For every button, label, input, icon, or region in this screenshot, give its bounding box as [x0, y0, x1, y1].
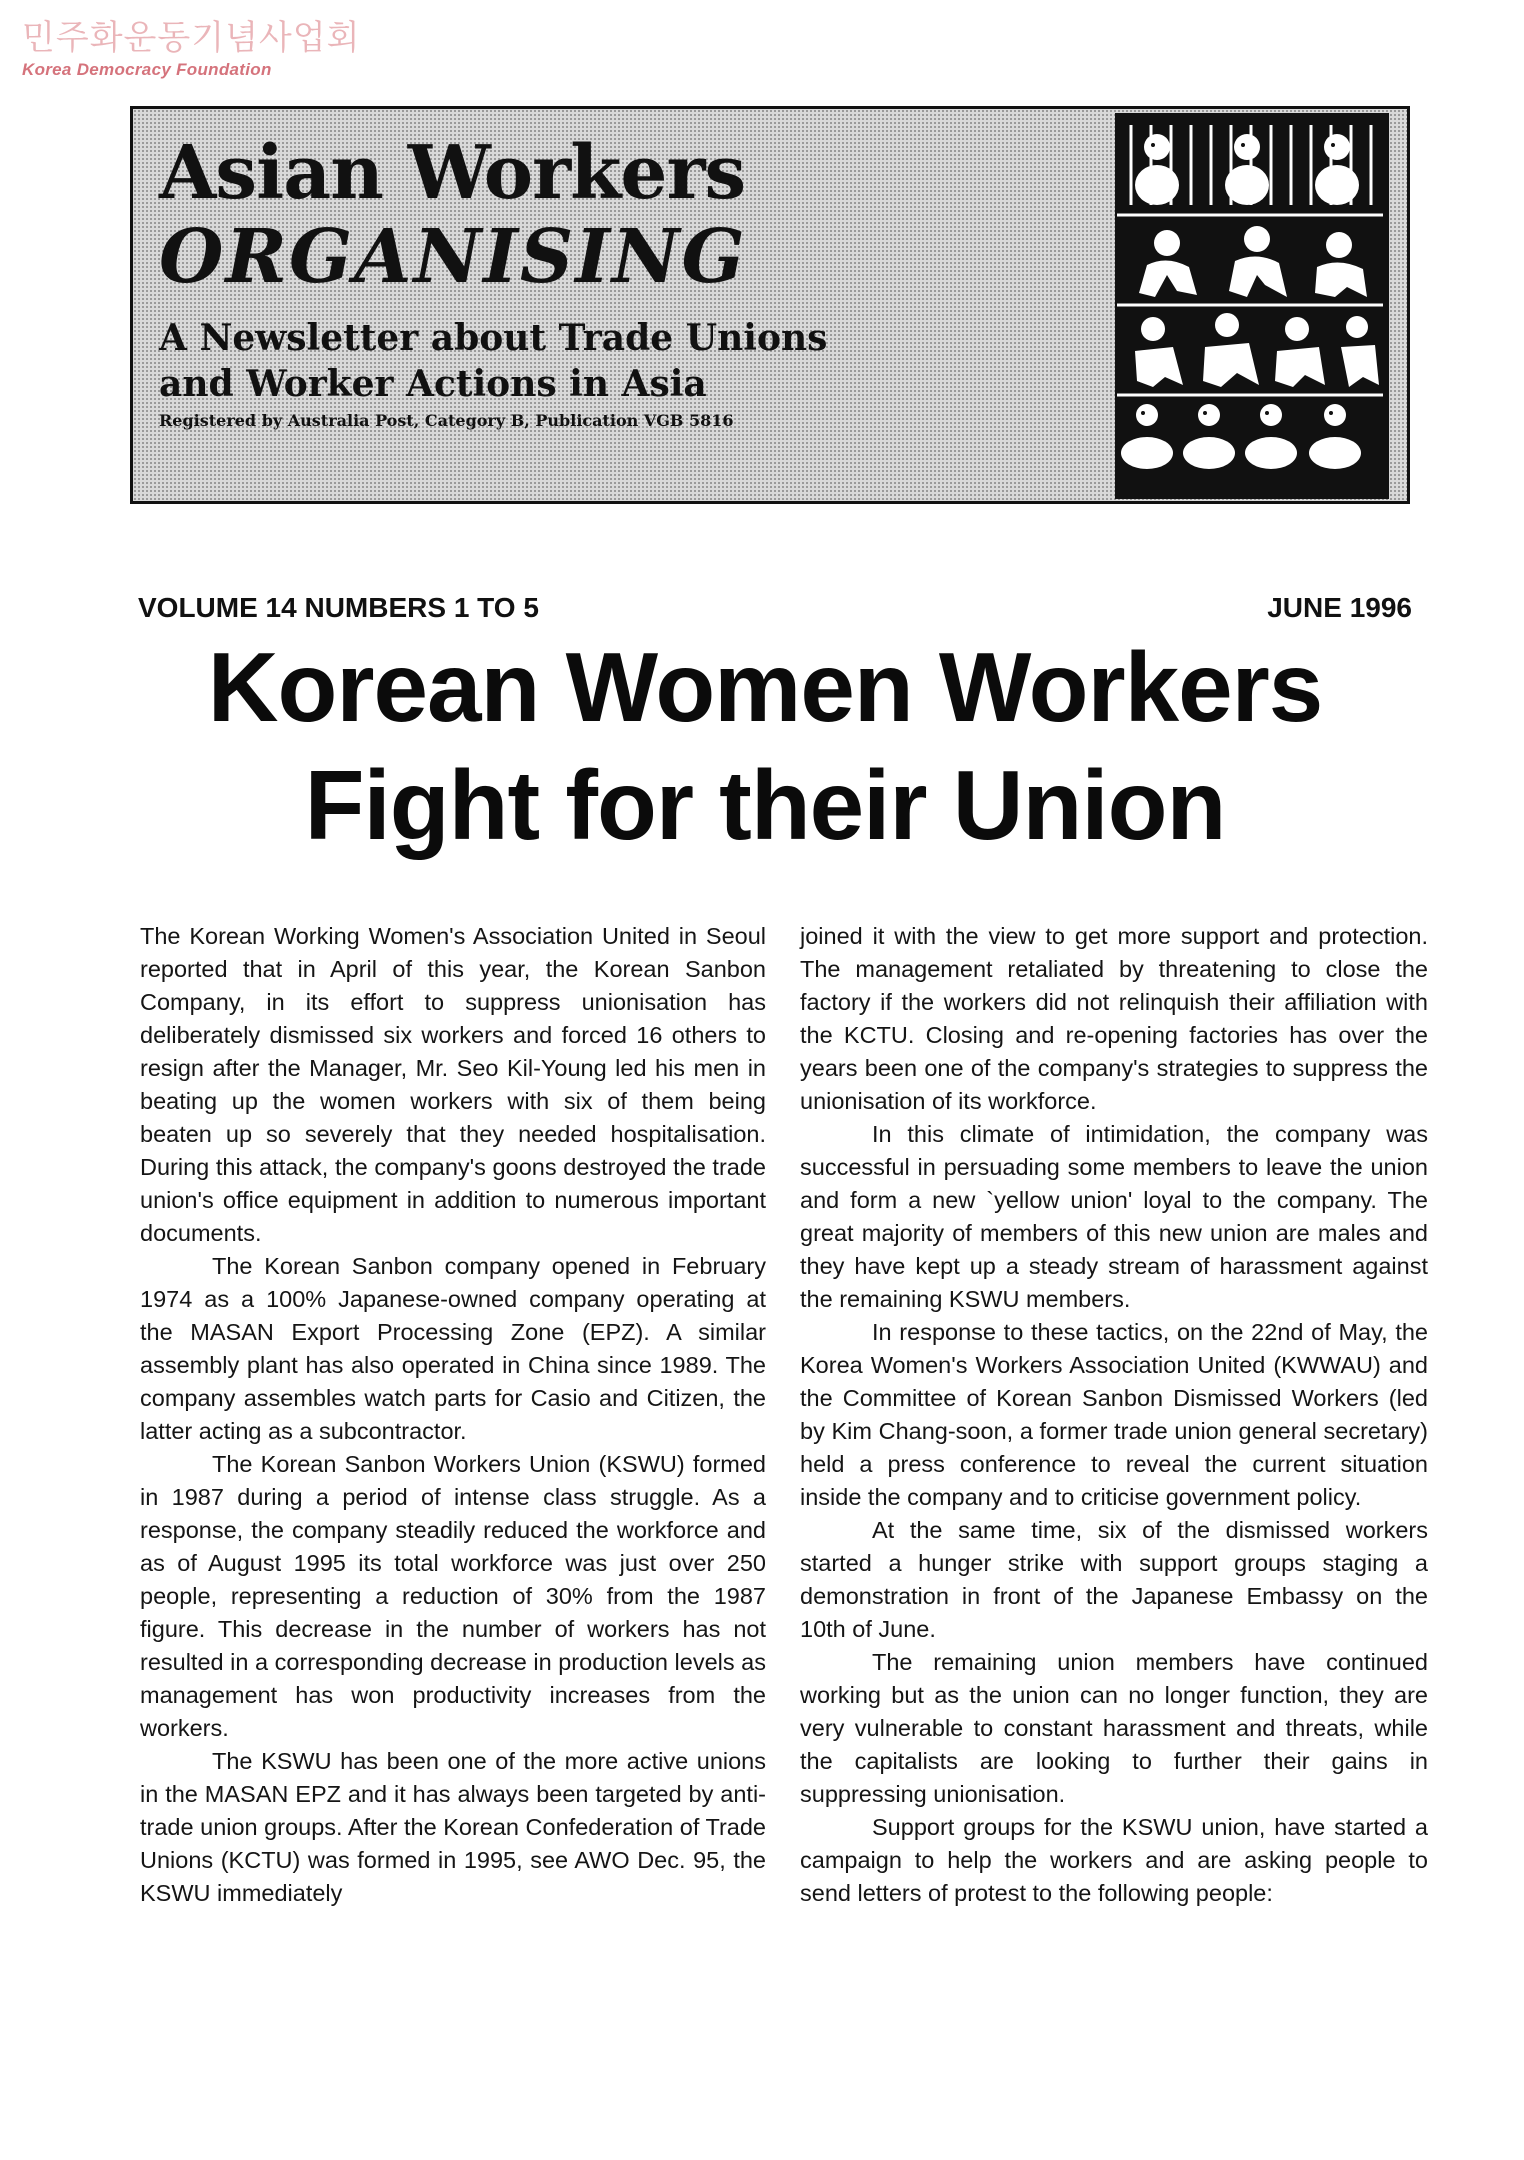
newsletter-subtitle-line1: A Newsletter about Trade Unions — [159, 317, 828, 359]
paragraph: The Korean Working Women's Association United in Seoul reported that in April of this year, the Korean Sanbon Company, in its effort to suppress unionisation has deliberately dismissed six workers and forced 16 others to resign after the Manager, Mr. Seo Kil-Young led his men in beating up the women workers with six of them being beaten up so severely that they needed hospitalisation. During this attack, the company's goons destroyed the trade union's office equipment in addition to numerous important documents. — [140, 923, 766, 1246]
watermark-korean-text: 민주화운동기념사업회 — [22, 18, 361, 58]
registration-line: Registered by Australia Post, Category B, Publication VGB 5816 — [159, 411, 734, 430]
paragraph: The remaining union members have continued working but as the union can no longer function, they are very vulnerable to constant harassment and threats, while the capitalists are looking to further their gains in suppressing unionisation. — [800, 1649, 1428, 1807]
newsletter-title-organising: ORGANISING — [159, 214, 747, 300]
paragraph: In response to these tactics, on the 22nd of May, the Korea Women's Workers Association United (KWWAU) and the Committee of Korean Sanbon Dismissed Workers (led by Kim Chang-soon, a former trade union general secretary) held a press conference to reveal the current situation inside the company and to criticise government policy. — [800, 1319, 1428, 1510]
paragraph: In this climate of intimidation, the company was successful in persuading some members to leave the union and form a new `yellow union' loyal to the company. The great majority of members of this new union are males and they have kept up a steady stream of harassment against the remaining KSWU members. — [800, 1121, 1428, 1312]
issue-volume: VOLUME 14 NUMBERS 1 TO 5 — [138, 592, 539, 623]
masthead-text-block — [159, 129, 827, 430]
newsletter-title: Asian Workers — [159, 130, 746, 216]
paragraph: At the same time, six of the dismissed workers started a hunger strike with support groups staging a demonstration in front of the Japanese Embassy on the 10th of June. — [800, 1517, 1428, 1642]
paragraph: The Korean Sanbon Workers Union (KSWU) formed in 1987 during a period of intense class struggle. As a response, the company steadily reduced the workforce and as of August 1995 its total workforce was just over 250 people, representing a reduction of 30% from the 1987 figure. This decrease in the number of workers has not resulted in a corresponding decrease in production levels as management has won productivity increases from the workers. — [140, 1451, 766, 1741]
article-headline — [100, 628, 1430, 864]
paragraph: joined it with the view to get more support and protection. The management retaliated by threatening to close the factory if the workers did not relinquish their affiliation with the KCTU. Closing and re-opening factories has over the years been one of the company's strategies to suppress the unionisation of its workforce. — [800, 923, 1428, 1114]
headline-line-2: Fight for their Union — [304, 750, 1226, 860]
newsletter-subtitle-line2: and Worker Actions in Asia — [159, 363, 707, 405]
masthead — [130, 106, 1410, 504]
paragraph: Support groups for the KSWU union, have started a campaign to help the workers and are asking people to send letters of protest to the following people: — [800, 1814, 1428, 1906]
article-left-column — [140, 920, 766, 1910]
article-right-column — [800, 920, 1428, 1910]
watermark — [22, 18, 360, 80]
watermark-english-text: Korea Democracy Foundation — [22, 60, 272, 79]
paragraph: The KSWU has been one of the more active unions in the MASAN EPZ and it has always been targeted by anti-trade union groups. After the Korean Confederation of Trade Unions (KCTU) was formed in 1995, see AWO Dec. 95, the KSWU immediately — [140, 1748, 766, 1906]
issue-date: JUNE 1996 — [1267, 592, 1412, 623]
woodcut-workers-illustration — [1115, 113, 1389, 499]
headline-line-1: Korean Women Workers — [207, 632, 1323, 742]
paragraph: The Korean Sanbon company opened in February 1974 as a 100% Japanese-owned company operating at the MASAN Export Processing Zone (EPZ). A similar assembly plant has also operated in China since 1989. The company assembles watch parts for Casio and Citizen, the latter acting as a subcontractor. — [140, 1253, 766, 1444]
